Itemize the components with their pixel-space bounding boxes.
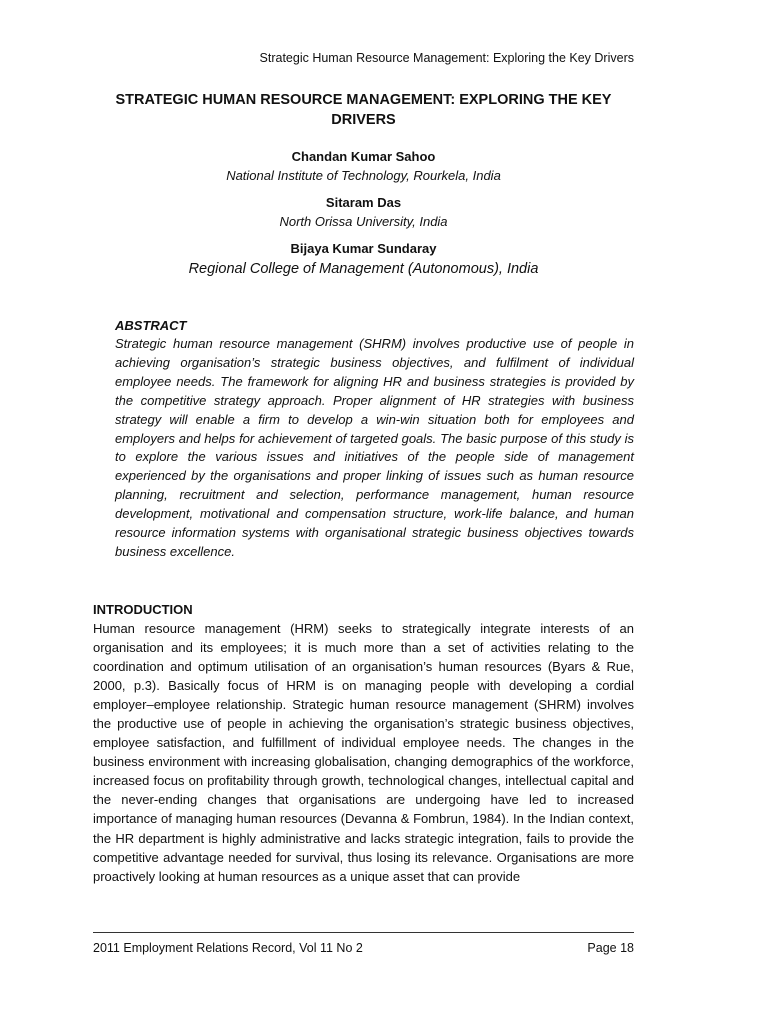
footer-journal: 2011 Employment Relations Record, Vol 11 No 2: [93, 941, 363, 955]
abstract-text: Strategic human resource management (SHRM) involves productive use of people in achieving organisation’s strategic business objectives, and fulfilment of individual employee needs. The framework for aligning HR and business strategies is provided by the competitive strategy approach. Proper alignment of HR strategies with business strategy will enable a firm to develop a win-win situation both for employees and employers and helps for achievement of targeted goals. The basic purpose of this study is to explore the various issues and initiatives of the people side of management experienced by the organisations and proper linking of issues such as human resource planning, recruitment and selection, performance management, human resource development, motivational and compensation structure, work-life balance, and human resource information systems with organisational strategic business objectives towards business excellence.: [115, 336, 634, 559]
author-name: Bijaya Kumar Sundaray: [290, 241, 437, 256]
introduction-text: Human resource management (HRM) seeks to strategically integrate interests of an organisation and its employees; it is much more than a set of activities relating to the coordination and optimum utilisation of an organisation’s human resources (Byars & Rue, 2000, p.3). Basically focus of HRM is on managing people with developing a cordial employer–employee relationship. Strategic human resource management (SHRM) involves the productive use of people in achieving the organisation’s strategic business objectives, employee satisfaction, and fulfillment of individual employee needs. The changes in the business environment with increasing globalisation, changing demographics of the workforce, increased focus on profitability through growth, technological changes, intellectual capital and the never-ending changes that organisations are undergoing have led to increased importance of managing human resources (Devanna & Fombrun, 1984). In the Indian context, the HR department is highly administrative and lacks strategic integration, fails to provide the competitive advantage needed for survival, thus losing its relevance. Organisations are more proactively looking at human resources as a unique asset that can provide: [93, 621, 634, 884]
author-name: Sitaram Das: [325, 195, 402, 210]
introduction-heading: INTRODUCTION: [93, 602, 193, 617]
running-header: Strategic Human Resource Management: Exploring the Key Drivers: [259, 51, 634, 65]
paper-title-line-2: DRIVERS: [331, 112, 396, 128]
paper-title-line-1: STRATEGIC HUMAN RESOURCE MANAGEMENT: EXPLORING THE KEY: [115, 92, 612, 108]
author-affiliation: North Orissa University, India: [279, 214, 448, 229]
footer-page-number: Page 18: [587, 941, 634, 955]
paper-title: [93, 90, 634, 130]
author-name: Chandan Kumar Sahoo: [291, 149, 436, 164]
author-affiliation: Regional College of Management (Autonomous), India: [188, 261, 539, 277]
author-affiliation: National Institute of Technology, Rourkela, India: [226, 168, 501, 183]
footer-divider: [93, 932, 634, 933]
abstract-heading: ABSTRACT: [115, 318, 187, 333]
